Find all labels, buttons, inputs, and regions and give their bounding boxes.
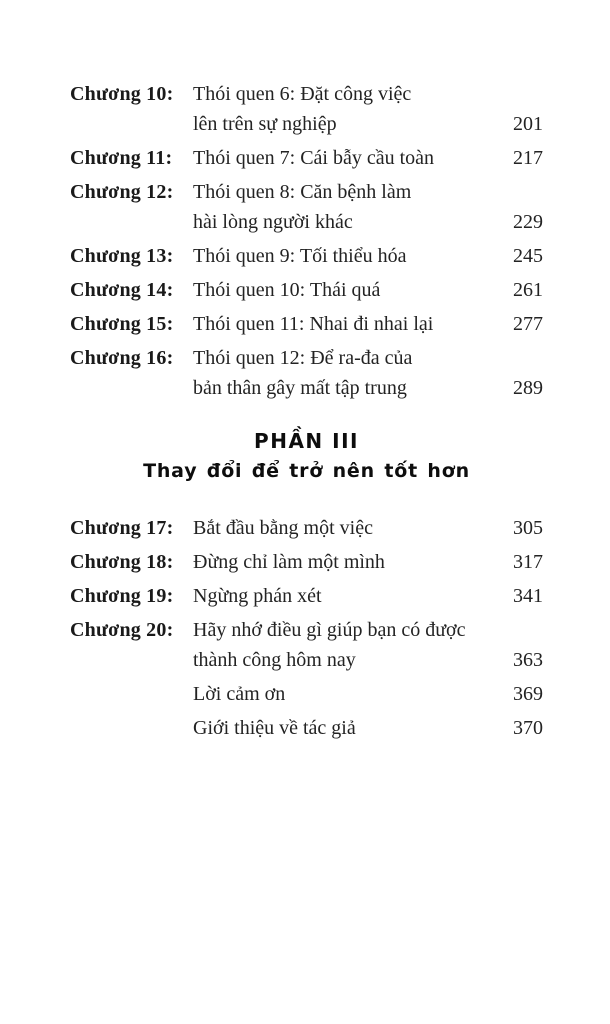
toc-entry-title xyxy=(193,615,485,675)
toc-entry-title xyxy=(193,79,485,139)
section-title: Thay đổi để trở nên tốt hơn xyxy=(143,460,470,482)
toc-entry-title-line: Giới thiệu về tác giả xyxy=(193,717,356,739)
toc-entry xyxy=(70,79,543,139)
toc-entry-title xyxy=(193,547,485,577)
toc-entry-title-line: Lời cảm ơn xyxy=(193,683,286,705)
toc-entry-page-number: 317 xyxy=(513,551,543,573)
toc-entry-chapter-label: Chương 14: xyxy=(70,279,174,301)
toc-entry xyxy=(70,275,543,305)
toc-entry-title-line: thành công hôm nay xyxy=(193,649,356,671)
toc-entry-chapter-label xyxy=(70,713,193,743)
toc-entry-title-line: Thói quen 7: Cái bẫy cầu toàn xyxy=(193,147,435,169)
toc-entry-title-line: Thói quen 10: Thái quá xyxy=(193,279,381,301)
toc-entry xyxy=(70,343,543,403)
toc-entry-chapter-label: Chương 10: xyxy=(70,83,174,105)
toc-entry-page-number: 341 xyxy=(513,585,543,607)
toc-entry-title-line: Thói quen 9: Tối thiểu hóa xyxy=(193,245,407,267)
toc-entry-title xyxy=(193,309,485,339)
section-part-label: PHẦN III xyxy=(254,429,359,453)
toc-entry-title xyxy=(193,713,485,743)
toc-entry-title-line: Bắt đầu bằng một việc xyxy=(193,517,373,539)
toc-entry xyxy=(70,177,543,237)
toc-entry-page-number: 229 xyxy=(513,211,543,233)
toc-entry-title xyxy=(193,679,485,709)
toc-entry-title-line: Thói quen 12: Để ra-đa của xyxy=(193,347,413,369)
toc-entry-title xyxy=(193,343,485,403)
toc-entry-title-line: hài lòng người khác xyxy=(193,211,353,233)
toc-entry-title xyxy=(193,513,485,543)
toc-entry-chapter-label xyxy=(70,679,193,709)
toc-entry-page-number: 289 xyxy=(513,377,543,399)
toc-entry-chapter-label: Chương 20: xyxy=(70,619,174,641)
toc-entry-page-number: 245 xyxy=(513,245,543,267)
toc-entry-page-number: 305 xyxy=(513,517,543,539)
toc-entry-chapter-label: Chương 12: xyxy=(70,181,174,203)
toc-entry-title xyxy=(193,241,485,271)
toc-entry-page-number: 363 xyxy=(513,649,543,671)
toc-entry-page-number: 370 xyxy=(513,717,543,739)
toc-entry-title-line: Thói quen 6: Đặt công việc xyxy=(193,83,412,105)
toc-entry xyxy=(70,679,543,709)
toc-part2-entries xyxy=(70,79,543,403)
toc-entry-page-number: 261 xyxy=(513,279,543,301)
toc-part3-entries xyxy=(70,513,543,743)
toc-entry xyxy=(70,241,543,271)
toc-entry-page-number: 369 xyxy=(513,683,543,705)
toc-entry-title-line: Thói quen 8: Căn bệnh làm xyxy=(193,181,412,203)
toc-entry-title xyxy=(193,177,485,237)
toc-entry xyxy=(70,547,543,577)
toc-entry xyxy=(70,581,543,611)
toc-entry-page-number: 217 xyxy=(513,147,543,169)
toc-entry-chapter-label: Chương 19: xyxy=(70,585,174,607)
toc-entry-chapter-label: Chương 11: xyxy=(70,147,173,169)
toc-entry-chapter-label: Chương 16: xyxy=(70,347,174,369)
toc-entry-title xyxy=(193,581,485,611)
toc-entry-chapter-label: Chương 17: xyxy=(70,517,174,539)
toc-entry-title-line: lên trên sự nghiệp xyxy=(193,113,337,135)
toc-entry-chapter-label: Chương 18: xyxy=(70,551,174,573)
toc-entry-title-line: bản thân gây mất tập trung xyxy=(193,377,407,399)
toc-entry xyxy=(70,713,543,743)
section-heading xyxy=(70,428,543,484)
toc-entry-page-number: 277 xyxy=(513,313,543,335)
toc-entry xyxy=(70,309,543,339)
toc-entry xyxy=(70,143,543,173)
toc-entry xyxy=(70,615,543,675)
toc-entry xyxy=(70,513,543,543)
toc-entry-title-line: Hãy nhớ điều gì giúp bạn có được xyxy=(193,619,466,641)
toc-entry-title-line: Thói quen 11: Nhai đi nhai lại xyxy=(193,313,434,335)
toc-entry-page-number: 201 xyxy=(513,113,543,135)
toc-entry-chapter-label: Chương 13: xyxy=(70,245,174,267)
toc-entry-title xyxy=(193,143,485,173)
toc-entry-title-line: Đừng chỉ làm một mình xyxy=(193,551,385,573)
toc-entry-title-line: Ngừng phán xét xyxy=(193,585,322,607)
toc-entry-chapter-label: Chương 15: xyxy=(70,313,174,335)
toc-entry-title xyxy=(193,275,485,305)
